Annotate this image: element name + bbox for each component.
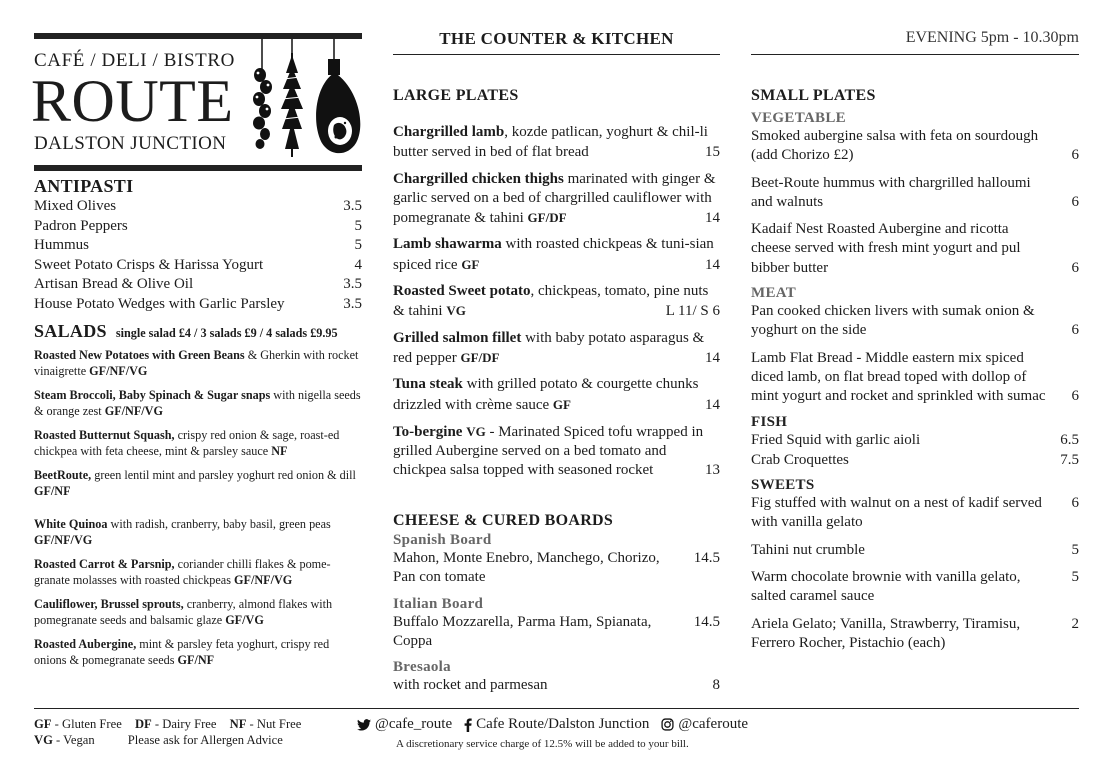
dish-description: with baby potato asparagus & red pepper [393, 329, 705, 366]
dietary-tags: GF/DF [527, 210, 567, 226]
salad-name: White Quinoa [34, 517, 108, 531]
header-rule-middle [393, 54, 720, 55]
dietary-tags: GF/NF [177, 652, 215, 667]
dish-name: Chargrilled chicken thighs [393, 170, 564, 187]
dish-name: Tuna steak [393, 376, 463, 393]
large-plate-item [393, 170, 720, 229]
dish-price: 6 [1071, 322, 1079, 339]
dish-name: Roasted Sweet potato [393, 283, 531, 300]
dietary-tags: GF/NF/VG [34, 532, 93, 547]
dish-description: , chickpeas, tomato, pine nuts & tahini [393, 283, 709, 320]
board-name: Bresaola [393, 659, 451, 676]
antipasti-item [34, 197, 362, 217]
legend-label-df: - Dairy Free [151, 717, 217, 731]
dietary-tags: GF [461, 256, 480, 272]
group-heading: MEAT [751, 285, 797, 302]
boards-heading: CHEESE & CURED BOARDS [393, 512, 614, 529]
salads-list [34, 348, 362, 668]
legend-label-nf: - Nut Free [246, 717, 302, 731]
large-plate-item [393, 329, 720, 369]
item-name: Sweet Potato Crisps & Harissa Yogurt [34, 256, 264, 273]
large-plates-heading: LARGE PLATES [393, 87, 519, 104]
board-name: Italian Board [393, 595, 484, 612]
large-plate-item [393, 123, 720, 163]
small-plate-item [751, 541, 1079, 560]
dish-description: Ariela Gelato; Vanilla, Strawberry, Tiramisu, Ferrero Rocher, Pistachio (each) [751, 615, 1021, 651]
small-plates-list [751, 110, 1079, 653]
group-heading: SWEETS [751, 477, 815, 494]
dish-description: Fig stuffed with walnut on a nest of kadif served with vanilla gelato [751, 495, 1042, 531]
small-plate-item [751, 568, 1079, 607]
dish-price: 6 [1071, 495, 1079, 512]
small-plate-item [751, 174, 1079, 213]
dietary-tags: GF/NF/VG [104, 403, 163, 418]
salad-name: Roasted Aubergine, [34, 637, 137, 651]
small-plate-item [751, 431, 1079, 450]
legend-code-df: DF [134, 717, 152, 731]
large-plate-item [393, 422, 720, 481]
small-plates-section [751, 87, 1079, 653]
boards-list [393, 532, 720, 695]
salads-heading: SALADS [34, 321, 107, 341]
dish-description: Lamb Flat Bread - Middle eastern mix spiced diced lamb, on flat bread toped with dollop of mint yogurt and rocket and sprinkled with sumac [751, 349, 1046, 405]
item-price: 5 [354, 217, 362, 234]
antipasti-heading: ANTIPASTI [34, 176, 134, 196]
dish-price: L 11/ S 6 [665, 303, 720, 320]
dietary-tags: GF/NF/VG [234, 572, 293, 587]
salad-description: with radish, cranberry, baby basil, green peas [107, 517, 331, 531]
salad-description: cranberry, almond flakes with pomegranate seeds and balsamic glaze [34, 597, 333, 627]
boards-section [393, 512, 720, 695]
salad-name: Cauliflower, Brussel sprouts, [34, 597, 184, 611]
antipasti-item [34, 236, 362, 256]
hanging-produce-illustration [250, 39, 365, 165]
salad-item [34, 348, 362, 379]
dish-description: Smoked aubergine salsa with feta on sourdough (add Chorizo £2) [751, 128, 1039, 164]
item-name: Artisan Bread & Olive Oil [34, 276, 194, 292]
board-item [393, 596, 720, 652]
dish-description: Warm chocolate brownie with vanilla gelato, salted caramel sauce [751, 569, 1021, 605]
dish-description: with roasted chickpeas & tuni-sian spiced rice [393, 236, 714, 273]
item-price: 5 [354, 237, 362, 253]
dish-name: Chargrilled lamb [393, 124, 505, 140]
small-plates-group [751, 414, 1079, 471]
dish-price: 15 [705, 144, 720, 161]
board-description: with rocket and parmesan [393, 677, 548, 694]
large-plate-item [393, 235, 720, 275]
item-name: Hummus [34, 237, 90, 253]
item-price: 3.5 [343, 198, 362, 214]
legend-label-gf: - Gluten Free [51, 717, 122, 731]
dish-description: Fried Squid with garlic aioli [751, 431, 921, 448]
dish-name: Lamb shawarma [393, 236, 502, 253]
large-plates-section [393, 87, 720, 481]
salad-description: with nigella seeds & orange zest [34, 388, 361, 418]
salads-pricing: single salad £4 / 3 salads £9 / 4 salads £9.95 [115, 326, 338, 340]
small-plate-item [751, 615, 1079, 654]
facebook-icon [464, 718, 472, 732]
board-item [393, 532, 720, 588]
instagram-icon [661, 718, 674, 731]
dish-price: 6 [1071, 388, 1079, 405]
twitter-icon [357, 719, 371, 731]
item-name: House Potato Wedges with Garlic Parsley [34, 295, 285, 312]
board-price: 14.5 [693, 613, 720, 630]
large-plate-item [393, 375, 720, 415]
small-plate-item [751, 302, 1079, 341]
twitter-handle[interactable]: @cafe_route [375, 716, 453, 732]
dietary-tags: VG [466, 423, 486, 439]
board-body [393, 613, 720, 652]
dietary-tags: GF/NF/VG [89, 363, 148, 378]
dish-price: 6 [1071, 193, 1079, 210]
dish-price: 7.5 [1060, 451, 1079, 468]
dish-price: 14 [705, 256, 720, 273]
board-description: Buffalo Mozzarella, Parma Ham, Spianata, Coppa [393, 613, 652, 649]
group-heading: FISH [751, 413, 788, 430]
item-price: 3.5 [343, 276, 362, 292]
large-plate-item [393, 282, 720, 322]
legend-code-vg: VG [34, 733, 53, 747]
salad-name: BeetRoute, [34, 468, 92, 482]
dish-price: 14 [705, 210, 720, 227]
opening-hours: EVENING 5pm - 10.30pm [905, 29, 1079, 46]
facebook-page[interactable]: Cafe Route/Dalston Junction [476, 716, 650, 732]
dietary-tags: GF [552, 396, 571, 412]
menu-title: THE COUNTER & KITCHEN [439, 29, 674, 48]
small-plate-item [751, 494, 1079, 533]
board-price: 14.5 [693, 550, 720, 566]
small-plates-group [751, 477, 1079, 653]
salad-description: & Gherkin with rocket vinaigrette [34, 348, 359, 378]
small-plates-group [751, 110, 1079, 278]
dish-description: Beet-Route hummus with chargrilled halloumi and walnuts [751, 174, 1031, 210]
dish-description: marinated with ginger & garlic served on a bed of chargrilled cauliflower with pomegranate & tahini [393, 170, 716, 227]
dietary-legend [34, 716, 334, 748]
antipasti-item [34, 217, 362, 237]
dish-description: with grilled potato & courgette chunks drizzled with crème sauce [393, 376, 699, 413]
large-plates-list [393, 123, 720, 481]
brand-name: ROUTE [31, 68, 234, 134]
salad-name: Roasted Butternut Squash, [34, 428, 175, 442]
salads-section [34, 321, 362, 668]
board-body [393, 676, 720, 695]
item-name: Padron Peppers [34, 217, 128, 234]
antipasti-item [34, 256, 362, 276]
service-charge-note: A discretionary service charge of 12.5% will be added to your bill. [396, 738, 689, 750]
brand-tagline: CAFÉ / DELI / BISTRO [34, 50, 235, 71]
antipasti-list [34, 197, 362, 314]
small-plate-item [751, 349, 1079, 407]
dietary-tags: GF/VG [225, 612, 264, 627]
salad-description: crispy red onion & sage, roast-ed chickpea with feta cheese, mint & parsley sauce [34, 428, 340, 458]
dish-price: 6 [1071, 147, 1079, 164]
salad-item [34, 428, 362, 459]
board-body [393, 549, 720, 588]
dietary-tags: VG [446, 303, 466, 319]
item-name: Mixed Olives [34, 198, 117, 214]
instagram-handle[interactable]: @caferoute [678, 716, 749, 732]
antipasti-item [34, 295, 362, 315]
item-price: 4 [354, 256, 362, 273]
salad-name: Roasted New Potatoes with Green Beans [34, 348, 245, 362]
legend-label-vg: - Vegan [52, 733, 95, 747]
small-plates-heading: SMALL PLATES [751, 87, 876, 104]
board-item [393, 659, 720, 695]
salad-description: mint & parsley feta yoghurt, crispy red onions & pomegranate seeds [34, 637, 330, 667]
salad-description: green lentil mint and parsley yoghurt red onion & dill [91, 468, 356, 482]
brand-location: DALSTON JUNCTION [34, 133, 227, 154]
small-plate-item [751, 220, 1079, 278]
footer-rule [34, 708, 1079, 709]
dietary-tags: GF/DF [460, 349, 500, 365]
small-plate-item [751, 451, 1079, 470]
salad-item [34, 468, 362, 499]
dietary-tags: GF/NF [34, 483, 71, 498]
board-price: 8 [712, 677, 720, 694]
dish-price: 5 [1071, 569, 1079, 586]
salad-name: Steam Broccoli, Baby Spinach & Sugar snaps [34, 388, 271, 402]
dish-price: 2 [1071, 615, 1079, 632]
dish-name: Grilled salmon fillet [393, 329, 522, 346]
dish-description: Kadaif Nest Roasted Aubergine and ricotta cheese served with fresh mint yogurt and pul bibber butter [751, 221, 1021, 276]
salad-name: Roasted Carrot & Parsnip, [34, 557, 175, 571]
board-description: Mahon, Monte Enebro, Manchego, Chorizo, Pan con tomate [393, 550, 660, 586]
dish-description: Crab Croquettes [751, 451, 849, 468]
salad-description: coriander chilli flakes & pome-granate molasses with roasted chickpeas [34, 557, 331, 587]
dish-description: - Marinated Spiced tofu wrapped in grilled Aubergine served on a bed tomato and chickpea salsa topped with seasoned rocket [393, 423, 704, 479]
salad-item [34, 597, 362, 628]
dietary-tags: NF [271, 443, 288, 458]
brand-bottom-rule [34, 165, 362, 171]
item-price: 3.5 [343, 295, 362, 312]
salad-item [34, 637, 362, 668]
dish-description: , kozde patlican, yoghurt & chil-li butter served in bed of flat bread [393, 124, 708, 161]
header-rule-right [751, 54, 1079, 55]
dish-price: 5 [1071, 541, 1079, 558]
small-plate-item [751, 127, 1079, 166]
dish-name: To-bergine [393, 423, 463, 440]
dish-price: 6 [1071, 259, 1079, 276]
legend-code-gf: GF [34, 717, 52, 731]
dish-price: 14 [705, 349, 720, 366]
salad-item [34, 517, 362, 548]
board-name: Spanish Board [393, 532, 492, 548]
dish-price: 6.5 [1060, 431, 1079, 448]
dish-description: Tahini nut crumble [751, 541, 865, 558]
small-plates-group [751, 285, 1079, 406]
legend-code-nf: NF [229, 717, 247, 731]
antipasti-item [34, 275, 362, 295]
group-heading: VEGETABLE [751, 110, 846, 126]
allergen-advice: Please ask for Allergen Advice [127, 733, 283, 747]
dish-price: 14 [705, 396, 720, 413]
salad-item [34, 388, 362, 419]
dish-price: 13 [705, 462, 720, 479]
salad-item [34, 557, 362, 588]
social-links [357, 716, 777, 733]
dish-description: Pan cooked chicken livers with sumak onion & yoghurt on the side [751, 303, 1035, 339]
antipasti-section [34, 176, 362, 314]
